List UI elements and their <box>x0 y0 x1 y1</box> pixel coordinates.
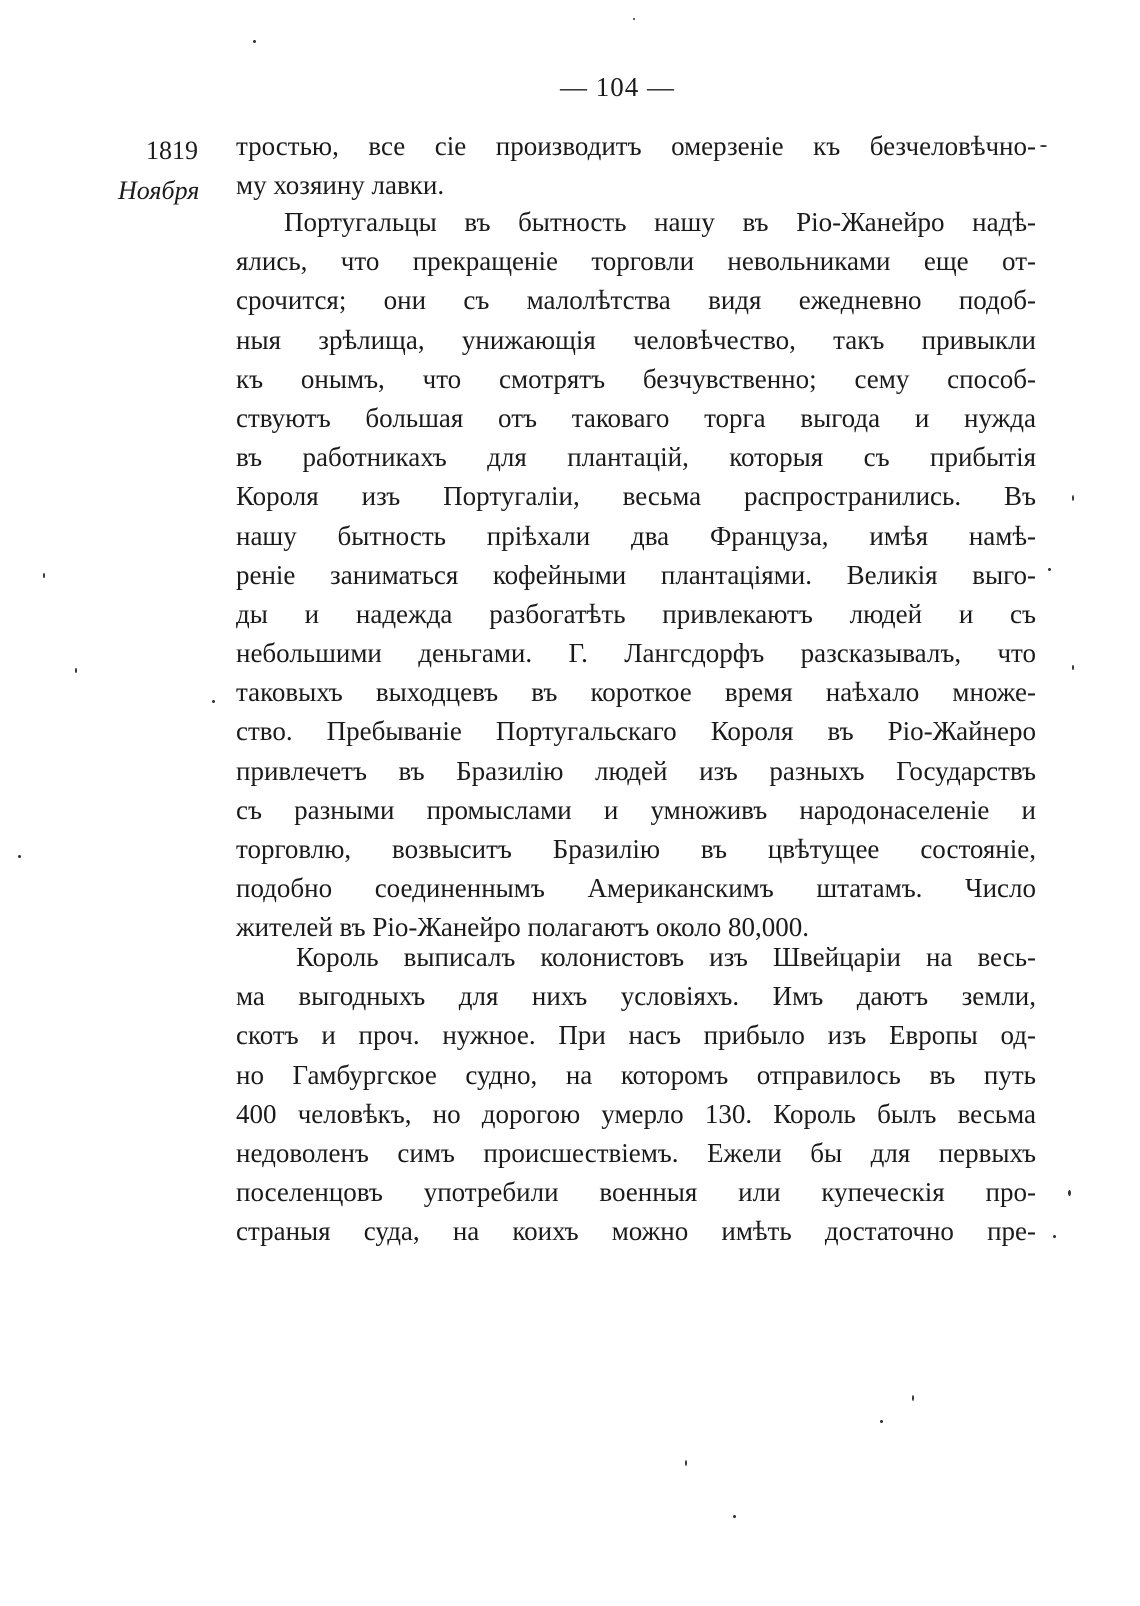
scan-speck <box>253 40 256 43</box>
scan-speck <box>912 1395 914 1401</box>
text-line: срочится; они съ малолѣтства видя ежедневно подоб- <box>236 285 1036 316</box>
scan-speck <box>1048 568 1051 571</box>
text-line: поселенцовъ употребили военныя или купеческія про- <box>236 1177 1036 1208</box>
text-line: въ работникахъ для плантацій, которыя съ прибытія <box>236 442 1036 473</box>
scan-speck <box>685 1460 687 1466</box>
scan-speck <box>1040 145 1047 147</box>
text-line: съ разными промыслами и умноживъ народонаселеніе и <box>236 794 1036 825</box>
text-line: къ онымъ, что смотрятъ безчувственно; сему способ- <box>236 363 1036 394</box>
scan-speck <box>1072 665 1074 670</box>
text-line: скотъ и проч. нужное. При насъ прибыло изъ Европы од- <box>236 1020 1036 1051</box>
scan-speck <box>880 1420 883 1423</box>
text-line: ныя зрѣлища, унижающія человѣчество, такъ привыкли <box>236 324 1036 355</box>
text-line: Короля изъ Португаліи, весьма распространились. Въ <box>236 481 1036 512</box>
margin-year: 1819 <box>146 136 198 165</box>
scan-speck <box>75 668 77 673</box>
scan-speck <box>212 700 215 703</box>
text-line: небольшими деньгами. Г. Лангсдорфъ разсказывалъ, что <box>236 638 1036 669</box>
text-line: Король выписалъ колонистовъ изъ Швейцаріи на весь- <box>296 942 1036 972</box>
text-line: торговлю, возвыситъ Бразилію въ цвѣтущее состояніе, <box>236 834 1036 864</box>
text-line: подобно соединеннымъ Американскимъ штатамъ. Число <box>236 873 1036 904</box>
text-line: страныя суда, на коихъ можно имѣть достаточно пре- <box>236 1216 1036 1247</box>
paragraph-1 <box>236 127 1036 205</box>
text-line: но Гамбургское судно, на которомъ отправилось въ путь <box>236 1059 1036 1090</box>
text-line: ялись, что прекращеніе торговли невольниками еще от- <box>236 246 1036 277</box>
text-line: жителей въ Ріо-Жанейро полагаютъ около 80,000. <box>236 912 810 943</box>
text-line: привлечетъ въ Бразилію людей изъ разныхъ Государствъ <box>236 755 1036 786</box>
text-line: Португальцы въ бытность нашу въ Ріо-Жанейро надѣ- <box>284 207 1036 237</box>
text-line: 400 человѣкъ, но дорогою умерло 130. Король былъ весьма <box>236 1098 1036 1129</box>
scan-speck <box>1053 1235 1056 1238</box>
text-line: ды и надежда разбогатѣть привлекаютъ людей и съ <box>236 598 1036 629</box>
text-line: ствуютъ большая отъ таковаго торга выгода и нужда <box>236 402 1036 433</box>
paragraph-3 <box>236 938 1036 1252</box>
text-line: ство. Пребываніе Португальскаго Короля въ Ріо-Жайнеро <box>236 716 1036 747</box>
scan-speck <box>733 1515 736 1518</box>
paragraph-2 <box>236 203 1036 948</box>
page-number: — 104 — <box>560 72 675 102</box>
text-line: реніе заниматься кофейными плантаціями. Великія выго- <box>236 559 1036 590</box>
scan-speck <box>633 18 635 20</box>
scan-speck <box>18 855 21 858</box>
text-line: недоволенъ симъ происшествіемъ. Ежели бы для первыхъ <box>236 1137 1036 1168</box>
text-line: таковыхъ выходцевъ въ короткое время наѣхало множе- <box>236 677 1036 708</box>
text-line: ма выгодныхъ для нихъ условіяхъ. Имъ даютъ земли, <box>236 981 1036 1012</box>
scan-speck <box>43 573 45 578</box>
scan-speck <box>1072 495 1074 501</box>
text-line: нашу бытность пріѣхали два Француза, имѣя намѣ- <box>236 520 1036 551</box>
margin-month: Ноября <box>118 176 200 205</box>
text-line: тростью, все сіе производитъ омерзеніе къ безчеловѣчно- <box>236 131 1036 161</box>
scan-speck <box>1068 1190 1071 1196</box>
text-line: му хозяину лавки. <box>236 170 445 201</box>
